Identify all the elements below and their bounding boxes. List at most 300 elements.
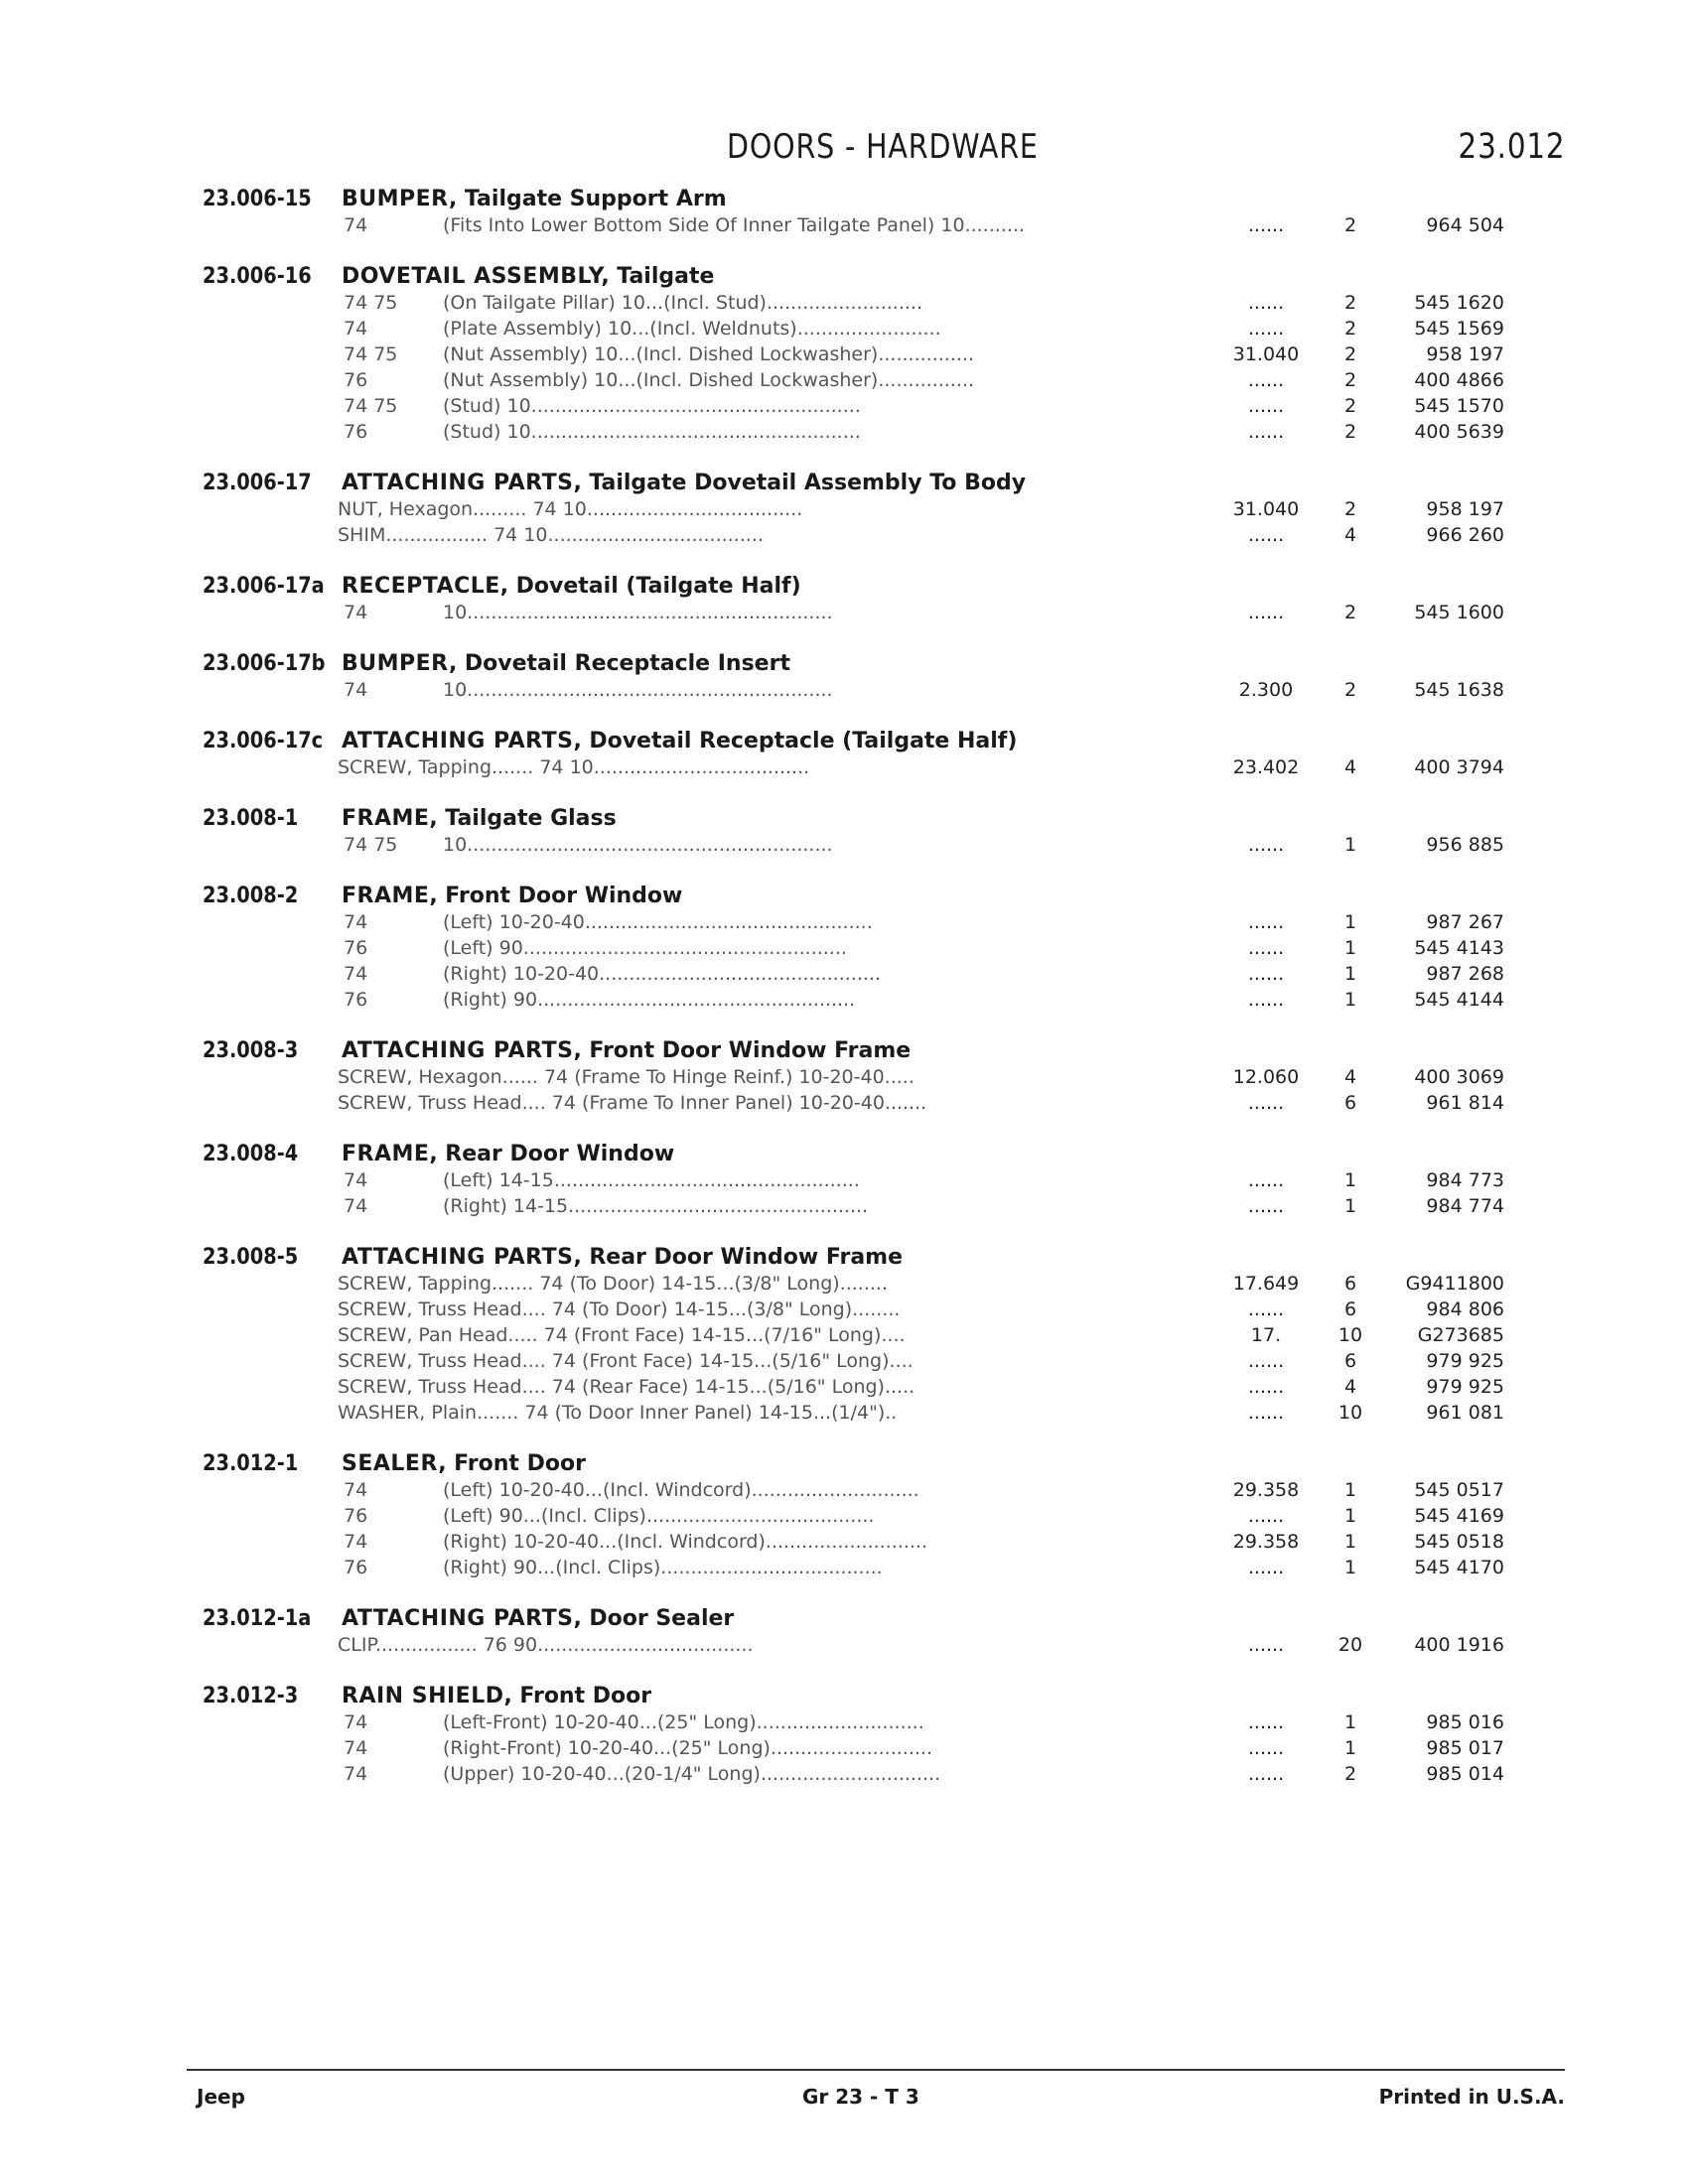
part-description <box>338 1324 1092 1346</box>
part-group <box>0 1451 1688 1606</box>
part-description: (Left) 90...................................................... <box>443 937 847 959</box>
part-group <box>0 651 1688 729</box>
quantity: 1 <box>1343 834 1357 856</box>
model-code: 74 <box>344 1479 368 1501</box>
part-description: (Plate Assembly) 10...(Incl. Weldnuts)........................ <box>443 318 941 340</box>
group-subtitle: Dovetail (Tailgate Half) <box>515 574 801 599</box>
part-number: 966 260 <box>1426 524 1504 546</box>
part-description: (Fits Into Lower Bottom Side Of Inner Tailgate Panel) 10.......... <box>443 214 1025 236</box>
part-model: 74 <box>524 1402 549 1424</box>
part-model: 74 <box>543 1066 569 1088</box>
part-number: 961 081 <box>1426 1402 1504 1424</box>
group-spacer <box>0 1582 1688 1606</box>
part-row <box>0 1737 1688 1763</box>
part-detail: (Frame To Hinge Reinf.) 10-20-40..... <box>574 1066 914 1088</box>
part-number: 545 4170 <box>1414 1557 1504 1578</box>
part-row <box>0 369 1688 395</box>
quantity: 2 <box>1343 498 1357 520</box>
group-code: 23.006-17c <box>203 729 324 753</box>
part-description <box>338 1273 1092 1295</box>
part-row <box>0 1505 1688 1531</box>
group-code: 23.008-2 <box>203 884 299 908</box>
model-code: 74 <box>344 1169 368 1191</box>
group-subtitle: Tailgate <box>617 264 715 289</box>
quantity: 10 <box>1337 1402 1363 1424</box>
ref-number: 31.040 <box>1232 498 1300 520</box>
footer-printed: Printed in U.S.A. <box>1378 2085 1565 2109</box>
part-row <box>0 214 1688 240</box>
group-title <box>342 1142 674 1166</box>
part-row <box>0 1324 1688 1350</box>
group-name: ATTACHING PARTS, <box>342 1606 583 1631</box>
group-code: 23.008-3 <box>203 1038 299 1063</box>
group-subtitle: Front Door Window Frame <box>589 1038 912 1063</box>
part-number: 987 268 <box>1426 963 1504 985</box>
part-number: 545 0517 <box>1414 1479 1504 1501</box>
ref-number: ...... <box>1247 602 1285 623</box>
part-detail: (Rear Face) 14-15...(5/16" Long)..... <box>582 1376 915 1398</box>
part-group <box>0 1142 1688 1245</box>
ref-number: ...... <box>1247 1402 1285 1424</box>
part-row <box>0 1557 1688 1582</box>
part-row <box>0 395 1688 421</box>
part-name: SCREW, Truss Head.... <box>338 1298 546 1320</box>
quantity: 1 <box>1343 911 1357 933</box>
part-model: 74 <box>551 1376 576 1398</box>
part-description: (Right) 14-15.................................................. <box>443 1195 869 1217</box>
part-number: 956 885 <box>1426 834 1504 856</box>
part-model: 74 <box>493 524 518 546</box>
quantity: 10 <box>1337 1324 1363 1346</box>
part-description <box>338 1402 1092 1424</box>
group-subtitle: Tailgate Support Arm <box>464 187 727 211</box>
part-number: 964 504 <box>1426 214 1504 236</box>
part-number: 961 814 <box>1426 1092 1504 1114</box>
ref-number: ...... <box>1247 937 1285 959</box>
part-description: (Nut Assembly) 10...(Incl. Dished Lockwasher)................ <box>443 343 974 365</box>
part-row <box>0 498 1688 524</box>
part-number: 984 806 <box>1426 1298 1504 1320</box>
quantity: 1 <box>1343 937 1357 959</box>
part-row <box>0 1092 1688 1118</box>
group-header <box>0 1684 1688 1711</box>
part-description <box>338 1298 1092 1320</box>
part-name: SCREW, Tapping....... <box>338 756 534 778</box>
footer-brand: Jeep <box>197 2085 245 2109</box>
group-title <box>342 884 682 908</box>
part-description <box>338 498 1092 520</box>
part-description <box>338 1376 1092 1398</box>
part-row <box>0 1298 1688 1324</box>
part-row <box>0 911 1688 937</box>
group-title <box>342 471 1026 495</box>
part-description: (Stud) 10....................................................... <box>443 421 861 443</box>
part-group <box>0 1606 1688 1684</box>
part-row <box>0 1402 1688 1428</box>
part-number: 400 1916 <box>1414 1634 1504 1656</box>
group-code: 23.012-3 <box>203 1684 299 1708</box>
ref-number: ...... <box>1247 1505 1285 1527</box>
part-detail: 90.................................... <box>512 1634 754 1656</box>
ref-number: ...... <box>1247 834 1285 856</box>
part-description: (Left) 14-15................................................... <box>443 1169 860 1191</box>
part-row <box>0 1350 1688 1376</box>
group-code: 23.006-17a <box>203 574 325 599</box>
quantity: 2 <box>1343 214 1357 236</box>
ref-number: 23.402 <box>1232 756 1300 778</box>
group-spacer <box>0 782 1688 806</box>
group-name: ATTACHING PARTS, <box>342 1245 583 1270</box>
part-group <box>0 264 1688 471</box>
group-name: BUMPER, <box>342 651 458 676</box>
ref-number: ...... <box>1247 1737 1285 1759</box>
group-spacer <box>0 860 1688 884</box>
group-spacer <box>0 705 1688 729</box>
part-row <box>0 602 1688 627</box>
model-code: 76 <box>344 1505 368 1527</box>
part-name: CLIP................. <box>338 1634 478 1656</box>
model-code: 74 <box>344 1737 368 1759</box>
part-number: 400 4866 <box>1414 369 1504 391</box>
part-description: (Left) 10-20-40................................................ <box>443 911 873 933</box>
model-code: 74 <box>344 1763 368 1785</box>
part-row <box>0 679 1688 705</box>
part-number: 958 197 <box>1426 498 1504 520</box>
ref-number: ...... <box>1247 1092 1285 1114</box>
part-number: 545 1570 <box>1414 395 1504 417</box>
quantity: 4 <box>1343 524 1357 546</box>
part-name: SCREW, Truss Head.... <box>338 1350 546 1372</box>
footer-rule <box>187 2069 1565 2071</box>
ref-number: 12.060 <box>1232 1066 1300 1088</box>
ref-number: 17.649 <box>1232 1273 1300 1295</box>
ref-number: ...... <box>1247 1557 1285 1578</box>
ref-number: 29.358 <box>1232 1531 1300 1553</box>
part-detail: (Frame To Inner Panel) 10-20-40....... <box>582 1092 927 1114</box>
group-title <box>342 1606 734 1631</box>
ref-number: ...... <box>1247 524 1285 546</box>
group-subtitle: Door Sealer <box>589 1606 735 1631</box>
group-title <box>342 729 1017 753</box>
model-code: 74 <box>344 318 368 340</box>
group-header <box>0 187 1688 214</box>
part-detail: (Front Face) 14-15...(7/16" Long).... <box>573 1324 906 1346</box>
part-model: 74 <box>551 1350 576 1372</box>
group-code: 23.008-1 <box>203 806 299 831</box>
part-row <box>0 1763 1688 1789</box>
quantity: 2 <box>1343 421 1357 443</box>
ref-number: 31.040 <box>1232 343 1300 365</box>
part-description <box>338 1092 1092 1114</box>
part-row <box>0 963 1688 989</box>
part-group <box>0 806 1688 884</box>
group-title <box>342 264 714 289</box>
part-description: (Nut Assembly) 10...(Incl. Dished Lockwasher)................ <box>443 369 974 391</box>
group-title <box>342 574 801 599</box>
part-description: (Left-Front) 10-20-40...(25" Long)............................ <box>443 1711 924 1733</box>
part-row <box>0 421 1688 447</box>
part-number: 545 1569 <box>1414 318 1504 340</box>
part-description: (Right) 10-20-40...(Incl. Windcord)........................... <box>443 1531 927 1553</box>
ref-number: ...... <box>1247 1634 1285 1656</box>
group-spacer <box>0 1660 1688 1684</box>
part-detail: (To Door) 14-15...(3/8" Long)........ <box>569 1273 888 1295</box>
part-group <box>0 729 1688 806</box>
group-subtitle: Rear Door Window Frame <box>589 1245 904 1270</box>
part-model: 74 <box>532 498 557 520</box>
quantity: 6 <box>1343 1350 1357 1372</box>
part-detail: 10.................................... <box>562 498 803 520</box>
part-description <box>338 1350 1092 1372</box>
group-header <box>0 806 1688 834</box>
part-description: (Stud) 10....................................................... <box>443 395 861 417</box>
part-description <box>338 1634 1092 1656</box>
quantity: 2 <box>1343 1763 1357 1785</box>
part-description: (Right) 90...(Incl. Clips)..................................... <box>443 1557 883 1578</box>
model-code: 74 <box>344 911 368 933</box>
page-title: DOORS - HARDWARE <box>727 127 1039 167</box>
group-spacer <box>0 1428 1688 1451</box>
ref-number: ...... <box>1247 1169 1285 1191</box>
ref-number: 17. <box>1250 1324 1282 1346</box>
group-title <box>342 1451 586 1476</box>
group-code: 23.008-4 <box>203 1142 299 1166</box>
group-subtitle: Tailgate Glass <box>445 806 617 831</box>
ref-number: 29.358 <box>1232 1479 1300 1501</box>
part-model: 74 <box>551 1298 576 1320</box>
part-detail: (To Door Inner Panel) 14-15...(1/4").. <box>554 1402 898 1424</box>
model-code: 76 <box>344 369 368 391</box>
quantity: 2 <box>1343 318 1357 340</box>
quantity: 20 <box>1337 1634 1363 1656</box>
group-header <box>0 264 1688 292</box>
part-row <box>0 1479 1688 1505</box>
quantity: 2 <box>1343 343 1357 365</box>
group-subtitle: Rear Door Window <box>445 1142 675 1166</box>
group-header <box>0 1245 1688 1273</box>
part-detail: (Front Face) 14-15...(5/16" Long).... <box>582 1350 914 1372</box>
model-code: 74 <box>344 963 368 985</box>
part-row <box>0 1169 1688 1195</box>
part-number: 985 016 <box>1426 1711 1504 1733</box>
part-description: 10............................................................. <box>443 834 833 856</box>
group-title <box>342 1684 651 1708</box>
ref-number: 2.300 <box>1238 679 1294 701</box>
quantity: 6 <box>1343 1273 1357 1295</box>
part-description: (Right) 10-20-40............................................... <box>443 963 881 985</box>
ref-number: ...... <box>1247 1195 1285 1217</box>
group-subtitle: Front Door Window <box>445 884 683 908</box>
part-name: WASHER, Plain....... <box>338 1402 519 1424</box>
group-name: BUMPER, <box>342 187 458 211</box>
group-title <box>342 1245 903 1270</box>
quantity: 4 <box>1343 756 1357 778</box>
part-row <box>0 1531 1688 1557</box>
part-group <box>0 187 1688 264</box>
part-row <box>0 524 1688 550</box>
model-code: 74 <box>344 602 368 623</box>
group-subtitle: Dovetail Receptacle Insert <box>464 651 790 676</box>
part-number: 545 1620 <box>1414 292 1504 314</box>
model-code: 74 <box>344 1531 368 1553</box>
part-description: (Right-Front) 10-20-40...(25" Long)........................... <box>443 1737 932 1759</box>
part-number: 984 773 <box>1426 1169 1504 1191</box>
part-group <box>0 471 1688 574</box>
group-title <box>342 651 790 676</box>
part-detail: 10.................................... <box>523 524 764 546</box>
group-name: ATTACHING PARTS, <box>342 729 583 753</box>
part-row <box>0 318 1688 343</box>
quantity: 1 <box>1343 963 1357 985</box>
quantity: 6 <box>1343 1092 1357 1114</box>
ref-number: ...... <box>1247 214 1285 236</box>
ref-number: ...... <box>1247 369 1285 391</box>
part-row <box>0 1376 1688 1402</box>
quantity: 1 <box>1343 1711 1357 1733</box>
ref-number: ...... <box>1247 421 1285 443</box>
part-description <box>338 1066 1092 1088</box>
part-detail: (To Door) 14-15...(3/8" Long)........ <box>582 1298 901 1320</box>
group-name: FRAME, <box>342 806 439 831</box>
group-code: 23.012-1a <box>203 1606 312 1631</box>
model-code: 74 <box>344 214 368 236</box>
group-header <box>0 574 1688 602</box>
quantity: 4 <box>1343 1066 1357 1088</box>
parts-list <box>0 187 1688 1813</box>
group-title <box>342 806 617 831</box>
part-description: (Upper) 10-20-40...(20-1/4" Long).............................. <box>443 1763 941 1785</box>
quantity: 1 <box>1343 1195 1357 1217</box>
part-row <box>0 756 1688 782</box>
part-model: 74 <box>539 756 564 778</box>
part-group <box>0 884 1688 1038</box>
group-code: 23.008-5 <box>203 1245 299 1270</box>
part-number: 545 1600 <box>1414 602 1504 623</box>
group-name: FRAME, <box>342 1142 439 1166</box>
ref-number: ...... <box>1247 1298 1285 1320</box>
ref-number: ...... <box>1247 911 1285 933</box>
part-name: SCREW, Pan Head..... <box>338 1324 538 1346</box>
group-spacer <box>0 240 1688 264</box>
model-code: 74 <box>344 1195 368 1217</box>
footer-section: Gr 23 - T 3 <box>802 2085 919 2109</box>
part-description: (Left) 90...(Incl. Clips)...................................... <box>443 1505 875 1527</box>
part-model: 74 <box>551 1092 576 1114</box>
quantity: 2 <box>1343 602 1357 623</box>
part-number: 979 925 <box>1426 1376 1504 1398</box>
group-name: ATTACHING PARTS, <box>342 471 583 495</box>
group-header <box>0 1142 1688 1169</box>
quantity: 1 <box>1343 1169 1357 1191</box>
group-header <box>0 1451 1688 1479</box>
group-header <box>0 471 1688 498</box>
ref-number: ...... <box>1247 989 1285 1011</box>
group-spacer <box>0 1118 1688 1142</box>
model-code: 76 <box>344 1557 368 1578</box>
part-row <box>0 937 1688 963</box>
part-number: 979 925 <box>1426 1350 1504 1372</box>
part-number: 545 1638 <box>1414 679 1504 701</box>
quantity: 1 <box>1343 1531 1357 1553</box>
group-name: RAIN SHIELD, <box>342 1684 513 1708</box>
part-number: 987 267 <box>1426 911 1504 933</box>
group-code: 23.006-17 <box>203 471 312 495</box>
part-number: 985 017 <box>1426 1737 1504 1759</box>
group-code: 23.006-16 <box>203 264 312 289</box>
part-number: 958 197 <box>1426 343 1504 365</box>
group-spacer <box>0 627 1688 651</box>
model-code: 74 <box>344 679 368 701</box>
part-description: (On Tailgate Pillar) 10...(Incl. Stud).......................... <box>443 292 922 314</box>
group-spacer <box>0 1221 1688 1245</box>
group-spacer <box>0 447 1688 471</box>
part-row <box>0 989 1688 1015</box>
part-model: 76 <box>483 1634 507 1656</box>
page-footer <box>187 2069 1565 2115</box>
part-description <box>338 756 1092 778</box>
ref-number: ...... <box>1247 318 1285 340</box>
part-number: G9411800 <box>1405 1273 1504 1295</box>
quantity: 1 <box>1343 1479 1357 1501</box>
part-row <box>0 1711 1688 1737</box>
part-group <box>0 1245 1688 1451</box>
part-number: 545 4144 <box>1414 989 1504 1011</box>
part-number: 985 014 <box>1426 1763 1504 1785</box>
quantity: 1 <box>1343 1505 1357 1527</box>
part-number: 400 3069 <box>1414 1066 1504 1088</box>
part-model: 74 <box>539 1273 564 1295</box>
part-number: G273685 <box>1417 1324 1504 1346</box>
group-subtitle: Front Door <box>454 1451 586 1476</box>
group-name: RECEPTACLE, <box>342 574 509 599</box>
part-name: SCREW, Tapping....... <box>338 1273 534 1295</box>
part-description: (Left) 10-20-40...(Incl. Windcord)............................ <box>443 1479 919 1501</box>
quantity: 4 <box>1343 1376 1357 1398</box>
part-model: 74 <box>543 1324 568 1346</box>
model-code: 76 <box>344 937 368 959</box>
part-row <box>0 1195 1688 1221</box>
group-name: ATTACHING PARTS, <box>342 1038 583 1063</box>
ref-number: ...... <box>1247 1376 1285 1398</box>
part-detail: 10.................................... <box>569 756 810 778</box>
group-header <box>0 1606 1688 1634</box>
part-name: SHIM................. <box>338 524 489 546</box>
part-number: 400 3794 <box>1414 756 1504 778</box>
part-description: 10............................................................. <box>443 602 833 623</box>
part-description: (Right) 90..................................................... <box>443 989 856 1011</box>
part-name: SCREW, Hexagon...... <box>338 1066 538 1088</box>
group-name: FRAME, <box>342 884 439 908</box>
ref-number: ...... <box>1247 1711 1285 1733</box>
quantity: 1 <box>1343 1737 1357 1759</box>
group-subtitle: Front Door <box>519 1684 652 1708</box>
group-subtitle: Dovetail Receptacle (Tailgate Half) <box>589 729 1018 753</box>
part-row <box>0 1273 1688 1298</box>
group-spacer <box>0 550 1688 574</box>
model-code: 76 <box>344 989 368 1011</box>
ref-number: ...... <box>1247 292 1285 314</box>
quantity: 2 <box>1343 679 1357 701</box>
part-name: NUT, Hexagon......... <box>338 498 527 520</box>
quantity: 2 <box>1343 369 1357 391</box>
part-row <box>0 834 1688 860</box>
model-code: 74 <box>344 1711 368 1733</box>
model-code: 74 75 <box>344 292 398 314</box>
group-code: 23.006-17b <box>203 651 326 676</box>
part-number: 545 4169 <box>1414 1505 1504 1527</box>
quantity: 2 <box>1343 292 1357 314</box>
part-group <box>0 1684 1688 1813</box>
